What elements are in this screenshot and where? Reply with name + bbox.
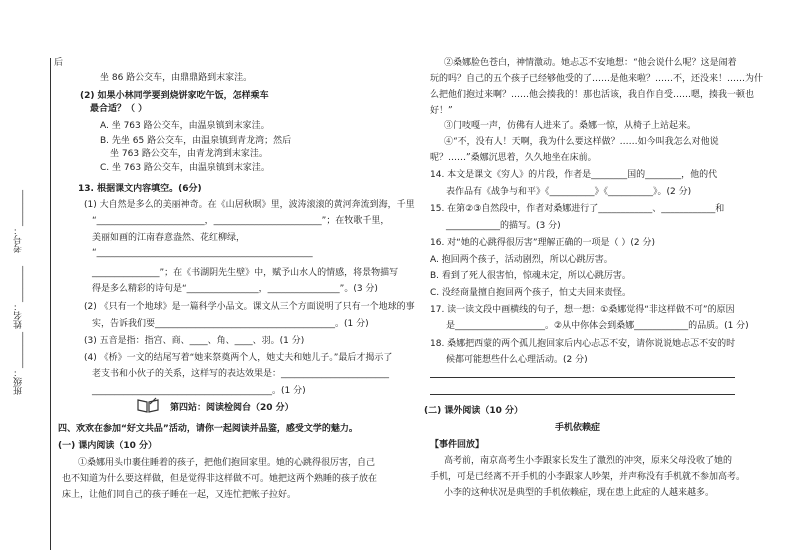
q13-1-line6: 得是多么精彩的诗句是“________________，________________”。(3 分): [92, 284, 378, 294]
q16-stem: 16. 对“她的心跳得很厉害”理解正确的一项是（ ）(2 分): [430, 238, 655, 248]
station-heading: 第四站：阅读检阅台（20 分）: [170, 403, 294, 413]
q15-line1: 15. 在第②③自然段中，作者对桑娜进行了____________、____________和: [430, 204, 725, 214]
q12-option-b: B. 先坐 65 路公交车，由温泉镇到青龙湾；然后: [100, 136, 292, 146]
q13-1-line2: “________________________，________________________”；在牧歌千里，: [92, 216, 390, 226]
passage-p1-line3: 床上，让他们同自己的孩子睡在一起，又连忙把帐子拉好。: [62, 490, 297, 500]
page-corner-mark: 后: [54, 58, 64, 68]
passage-p2-line3: 么把他们抱过来啊？……他会揍我的！那也活该，我自作自受……嗯，揍我一顿也: [430, 90, 755, 100]
article-p1-line1: 高考前，南京高考生小李跟家长发生了激烈的冲突，原来父母没收了她的: [444, 456, 733, 466]
q13-4-line2: 老支书和小伙子的关系，这样写的表达效果是：________________________: [92, 369, 390, 379]
q13-title: 13. 根据课文内容填空。(6分): [78, 184, 202, 194]
passage-p4-line2: 呢？……”桑娜沉思着，久久地坐在床前。: [430, 153, 597, 163]
class-label: 班级：________: [14, 332, 24, 395]
event-replay-tag: 【事件回放】: [430, 440, 485, 450]
q12-sub2: (2) 如果小林同学要到烧饼家吃午饭，怎样乘车: [80, 91, 269, 101]
q17-line2: 是____________________。②从中你体会到桑娜____________的品质。(1 分): [446, 321, 749, 331]
q13-4-line1: (4) 《桥》一文的结尾写着“她来祭奠两个人，她丈夫和她儿子。”最后才揭示了: [84, 353, 393, 363]
q13-1-line1: (1) 大自然是多么的美丽神奇。在《山居秋暝》里，波涛滚滚的黄河奔流到海，千里: [84, 200, 415, 210]
q13-1-line4: “________________________________________________: [92, 248, 313, 258]
q12-option-b-line2: 坐 763 路公交车，由青龙湾到末家洼。: [110, 149, 268, 159]
answer-line-1: [430, 377, 735, 378]
section4-heading: 四、欢欢在参加“好文共品”活动，请你一起阅读并品鉴，感受文学的魅力。: [58, 424, 358, 434]
q16-option-a: A. 抱回两个孩子，活动剧烈，所以心跳厉害。: [430, 255, 613, 265]
q13-3: (3) 五音是指：指宫、商、____、角、____、羽。(1 分): [84, 336, 305, 346]
q15-line2: ____________的描写。(3 分): [446, 221, 561, 231]
student-info-column: [12, 190, 42, 395]
extracurricular-reading-heading: (二) 课外阅读（10 分）: [424, 406, 524, 416]
q18-line2: 候都可能想些什么心理活动。(2 分): [446, 355, 588, 365]
passage-p2-line2: 玩的吗？自己的五个孩子已经够他受的了……是他来啦？……不，还没来！……为什: [430, 74, 764, 84]
q17-line1: 17. 读一读文段中画横线的句子，想一想：①桑娜觉得“非这样做不可”的原因: [430, 305, 735, 315]
id-label: 考号：________: [14, 190, 24, 253]
binding-line: [50, 58, 51, 550]
q12-option-a: A. 坐 763 路公交车，由温泉镇到末家洼。: [100, 121, 270, 131]
passage-p1-line1: ①桑娜用头巾裹住睡着的孩子，把他们抱回家里。她的心跳得很厉害，自己: [78, 458, 376, 468]
q14-line2: 表作品有《战争与和平》《__________》《__________》。(2 分): [446, 187, 692, 197]
article-p2: 小李的这种状况是典型的手机依赖症，现在患上此症的人越来越多。: [444, 488, 715, 498]
answer-line-2: [430, 394, 735, 395]
article-title: 手机依赖症: [555, 423, 601, 433]
q12-sub2-answer: 最合适？（ ）: [90, 104, 148, 114]
article-p1-line2: 手机，可是已经离不开手机的小李跟家人吵架，并声称没有手机就不参加高考。: [430, 472, 746, 482]
q12-option-c: C. 坐 763 路公交车，由温泉镇到末家洼。: [100, 163, 270, 173]
q13-1-line3: 美丽如画的江南春意盎然、花红柳绿，: [92, 233, 246, 243]
q18-line1: 18. 桑娜把西蒙的两个孤儿抱回家后内心忐忑不安，请你说说她忐忑不安的时: [430, 339, 736, 349]
q16-option-c: C. 没经商量擅自抱回两个孩子，怕丈夫回来责怪。: [430, 288, 632, 298]
q12-option-line: 坐 86 路公交车，由鼎鼎路到末家洼。: [100, 73, 253, 83]
q13-2-line2: 实，告诉我们要________________________________________。(1 分): [92, 319, 369, 329]
name-label: 姓名：________: [14, 266, 24, 329]
inclass-reading-heading: (一) 课内阅读（10 分）: [58, 441, 158, 451]
passage-p4-line1: ④“不，没有人！天啊，我为什么要这样做？……如今叫我怎么对他说: [444, 137, 719, 147]
q13-1-line5: _______________”；在《书湖阴先生壁》中，赋予山水人的情感，将景物描写: [92, 268, 399, 278]
q13-4-line3: ________________________________________。(1 分): [92, 386, 306, 396]
q14-line1: 14. 本文是课文《穷人》的片段，作者是________国的________，他的代: [430, 170, 718, 180]
q16-option-b: B. 看到了死人很害怕，惊魂未定，所以心跳厉害。: [430, 271, 631, 281]
open-book-icon: [137, 397, 159, 413]
passage-p2-line1: ②桑娜脸色苍白，神情激动。她忐忑不安地想：“他会说什么呢？这是闹着: [444, 58, 737, 68]
passage-p2-line4: 好！”: [430, 106, 453, 116]
passage-p1-line2: 也不知道为什么要这样做，但是觉得非这样做不可。她把这两个熟睡的孩子放在: [62, 474, 378, 484]
q13-2-line1: (2) 《只有一个地球》是一篇科学小品文。课文从三个方面说明了只有一个地球的事: [84, 302, 415, 312]
passage-p3: ③门吱嘎一声，仿佛有人进来了。桑娜一惊，从椅子上站起来。: [444, 121, 697, 131]
